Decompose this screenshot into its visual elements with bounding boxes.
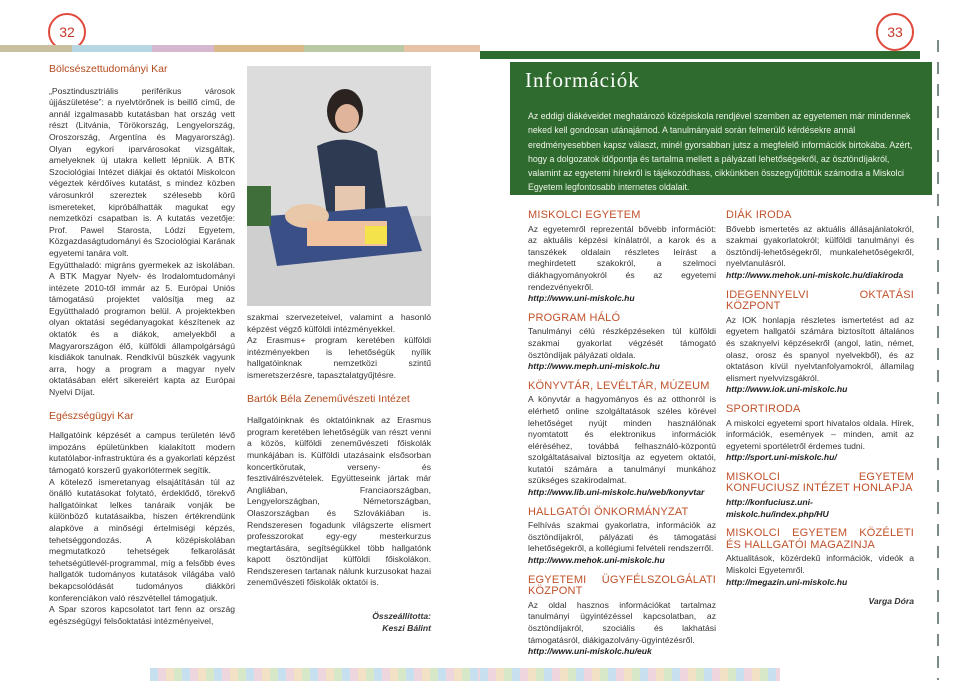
page-number: 33 — [876, 13, 914, 51]
item-body: Tanulmányi célú részképzéseken túl külföldi szakmai gyakorlat végzését támogató ösztöndíjak pályázati oldala. — [528, 326, 716, 360]
paragraph: „Posztindusztriális periférikus városok újjászületése”: a nyelvtörőnek is beillő című, de annál izgalmasabb kutatásban hat ország vett részt (Litvánia, Törökország, Lengyelország, Oroszország, Argentína és Magyarország). Olyan egykori iparvárosokat vizsgáltak, amelyeknek új utakra kellett lépniük. A BTK Szociológiai Intézet diákjai és oktatói Miskolcon végeztek kérdőíves kutatást, s mindez közben városunkról szereztek szélesebb körű ismereteket, kipróbálhatták magukat egy nemzetközi csapatban is. A kutatás vezetője: Prof. Pawel Starosta, Lódzi Egyetem, Közgazdaságtudományi és Szociológiai Karának egyetemi tanára volt. — [49, 85, 235, 258]
left-column — [49, 64, 235, 627]
paragraph: A kötelező ismeretanyag elsajátításán túl az önálló kutatásokat folytató, érdeklődő, törekvő hallgatóinkat lelkes tanáraik vonják be különböző kutatásaikba, hiszen értékrendünk alapköve a minőségi értelmiségi képzés, tehetséggondozás. A középiskolában megmutatkozó tehetségek felkarolását tehetségútlevél-programmal, míg a felsőbb éves hallgatók tudományos kutatások világába való bekapcsolódását tudományos diákköri konferenciákon való részvétellel támogatjuk. — [49, 476, 235, 603]
item-link[interactable]: http://www.uni-miskolc.hu — [528, 293, 635, 304]
item-link[interactable]: http://www.iok.uni-miskolc.hu — [726, 384, 848, 395]
item-body: Aktualitások, közérdekű információk, videók a Miskolci Egyetemről. — [726, 553, 914, 576]
section-title-ek: Egészségügyi Kar — [49, 409, 134, 422]
info-body: Az eddigi diákéveidet meghatározó középiskola rendjével szemben az egyetemen már mindennek neked kell gondosan utánajárnod. A tanulmányaid során felmerülő kérdésekre annál eredményesebben kapsz választ, minél gyorsabban jutsz a megfelelő információk birtokába. Azért, hogy a dolgozatok időpontja és tartalma mellett a pályázati lehetőségekről, az ösztöndíjakról, valamint az egyetemi hírekről is tájékozódhass, cikkünkben összegyűjtöttük számodra a Miskolci Egyetem legfontosabb internetes oldalait. — [528, 111, 913, 193]
item-title: DIÁK IRODA — [726, 209, 792, 221]
section-title-bartok: Bartók Béla Zeneművészeti Intézet — [247, 392, 410, 405]
item-body: Az egyetemről reprezentál bővebb információt: az aktuális képzési kínálatról, a karok és a tanszékek oldalain részletes leírást a meghirdetett szakokról, a szelmoci diákhagyományokról és az egyetemi rendezvényekről. — [528, 223, 716, 292]
paragraph: szakmai szervezeteivel, valamint a hasonló képzést végző külföldi intézményekkel. — [247, 312, 431, 334]
item-body: A miskolci egyetemi sport hivatalos oldala. Hírek, információk, események – minden, amit az egyetemi sportéletről érdemes tudni. — [726, 417, 914, 451]
compiled-name: Keszi Bálint — [382, 622, 431, 633]
dashed-border — [937, 40, 939, 680]
info-box — [510, 62, 932, 195]
paragraph: Együtthaladó: migráns gyermekek az iskolában. A BTK Magyar Nyelv- és Irodalomtudományi intézete 2010-től immár az 5. Európai Uniós támogatású projektet valósítja meg az Együtthaladó programon belül. A projektekben olyan oktatási segédanyagokat készítenek az oktatók és a diákok, amelyekből a Magyarországon élő, külföldi állampolgárságú kisdiákok tanulnak. Rendkívül büszkék vagyunk arra, hogy a program a magyar nyelv oktatásában elért sikereiért kapta az Európai Nyelvi Díjat. — [49, 259, 235, 398]
item-title: EGYETEMI ÜGYFÉLSZOLGÁLATI KÖZPONT — [528, 573, 716, 598]
item-link[interactable]: http://www.lib.uni-miskolc.hu/web/konyvtar — [528, 487, 705, 498]
item-link[interactable]: http://konfuciusz.uni-miskolc.hu/index.php/HU — [726, 497, 829, 519]
item-body: Bővebb ismertetés az aktuális állásajánlatokról, szakmai gyakorlatokról; külföldi tanulmányi és ösztöndíj-lehetőségekről, munkalehetőségekről, nyelvtanulásról. — [726, 223, 914, 269]
item-body: Az IOK honlapja részletes ismertetést ad az egyetem hallgatói számára biztosított általános és szaknyelvi képzésekről (angol, latin, német, olasz, orosz és spanyol nyelvekből), és az oktatáson kívül nyelvtanfolyamokról, államilag elismert nyelvvizsgákról. — [726, 314, 914, 383]
item-title: SPORTIRODA — [726, 402, 801, 415]
item-title: PROGRAM HÁLÓ — [528, 311, 621, 324]
right-page — [480, 0, 960, 681]
item-title: IDEGENNYELVI OKTATÁSI KÖZPONT — [726, 288, 914, 313]
item-title: MISKOLCI EGYETEM KONFUCIUSZ INTÉZET HONLAPJA — [726, 470, 914, 495]
middle-column — [247, 312, 431, 634]
item-body: Az oldal hasznos információkat tartalmaz tanulmányi ügyintézéssel kapcsolatban, az ösztöndíjakról, szociális és lakhatási támogatásról, diákigazolvány-ügyintézésről. — [528, 599, 716, 645]
item-body: A könyvtár a hagyományos és az otthonról is elérhető online szolgáltatások széles körével lehetőséget nyújt minden használónak nyomtatott és elektronikus információk eléréséhez, továbbá felhasználó-központú szolgáltatásaival biztosítja az egyetem oktatói, kutatói számára a tanulmányi munkához szükséges szakirodalmat. — [528, 394, 716, 486]
cpr-training-photo — [247, 66, 431, 306]
compiled-label: Összeállította: — [372, 611, 431, 622]
top-stripes — [0, 45, 480, 54]
section-title-btk: Bölcsészettudományi Kar — [49, 63, 168, 75]
item-link[interactable]: http://www.mehok.uni-miskolc.hu/diakiroda — [726, 269, 904, 280]
paragraph: Hallgatóinknak és oktatóinknak az Erasmus program keretében lehetőségük van részt venni a közös, külföldi zeneművészeti főiskolák munkájában is. Külföldi utazásaink elsősorban koncertkörutak, verseny- és fesztiválrészvételek. Együtteseink jártak már Angliában, Franciaországban, Lengyelországban, Németországban, Olaszországban és Szlovákiában is. Rendszeresen fogadunk világszerte elismert professzorokat egy-egy mesterkurzus megtartására, segítségükkel több hallgatónk kapott ösztöndíjat külföldi főiskolákon. Rendszeresen tartanak nálunk kurzusokat hazai zeneművészeti főiskolák oktatói is. — [247, 415, 431, 588]
item-title: MISKOLCI EGYETEM — [528, 209, 641, 221]
item-link[interactable]: http://www.uni-miskolc.hu/euk — [528, 646, 652, 657]
signature: Varga Dóra — [868, 596, 914, 607]
bottom-stripes — [0, 662, 480, 681]
info-title: Információk — [525, 68, 640, 92]
green-bar — [480, 51, 920, 59]
page-number: 32 — [48, 13, 86, 51]
paragraph: Hallgatóink képzését a campus területén lévő impozáns épületünkben kialakított modern kutatólabor-infrastruktúra és a gyakorlati képzést támogató korszerű gyakorlótermek segítik. — [49, 430, 235, 475]
item-title: HALLGATÓI ÖNKORMÁNYZAT — [528, 505, 689, 518]
info-column-2 — [726, 202, 914, 608]
bottom-stripes — [480, 668, 780, 681]
item-body: Felhívás szakmai gyakorlatra, információk az ösztöndíjakról, pályázati és támogatási lehetőségekről, a kollégiumi felvételi rendszerről. — [528, 520, 716, 554]
paragraph: Az Erasmus+ program keretében külföldi intézményekben is lehetőségük nyílik hallgatóinknak nemzetközi szintű ismeretszerzésre, tapasztalatgyűjtésre. — [247, 335, 431, 380]
item-link[interactable]: http://megazin.uni-miskolc.hu — [726, 576, 848, 587]
item-link[interactable]: http://www.meph.uni-miskolc.hu — [528, 361, 660, 372]
info-column-1 — [528, 202, 716, 658]
photo-illustration — [247, 66, 431, 306]
item-link[interactable]: http://www.mehok.uni-miskolc.hu — [528, 555, 665, 566]
item-title: MISKOLCI EGYETEM KÖZÉLETI ÉS HALLGATÓI MAGAZINJA — [726, 527, 914, 551]
item-link[interactable]: http://sport.uni-miskolc.hu/ — [726, 452, 837, 463]
item-title: KÖNYVTÁR, LEVÉLTÁR, MÚZEUM — [528, 379, 710, 392]
paragraph: A Spar szoros kapcsolatot tart fenn az ország egészségügyi felsőoktatási intézményeivel, — [49, 604, 235, 626]
